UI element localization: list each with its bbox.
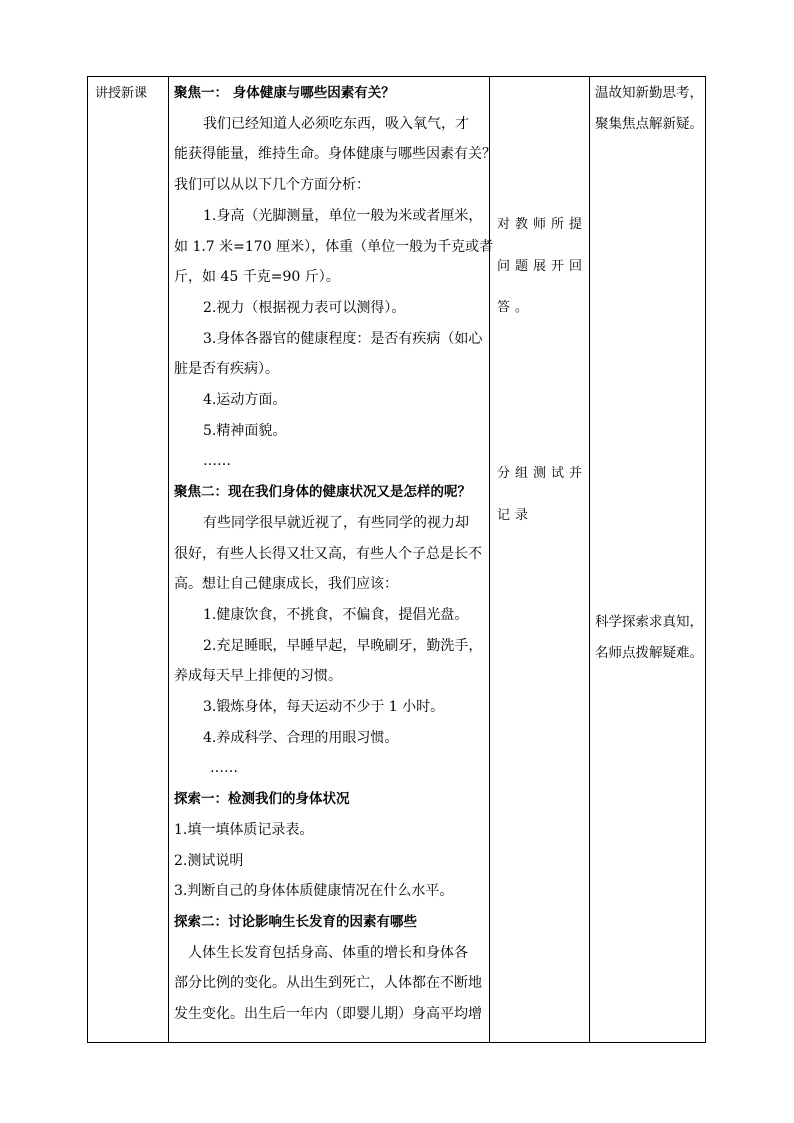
content-line: 3.判断自己的身体体质健康情况在什么水平。 <box>174 883 454 900</box>
content-line: 如 1.7 米=170 厘米），体重（单位一般为千克或者 <box>174 238 494 255</box>
lesson-plan-table <box>87 76 706 1043</box>
content-line: 很好，有些人长得又壮又高，有些人个子总是长不 <box>174 545 482 562</box>
content-line: 5.精神面貌。 <box>203 422 287 439</box>
content-line: 养成每天早上排便的习惯。 <box>174 668 342 685</box>
student-activity-column <box>489 77 589 1042</box>
student-activity-line: 分组测试并 <box>497 466 588 481</box>
content-line: 4.运动方面。 <box>203 392 287 408</box>
content-line: 我们已经知道人必须吃东西，吸入氧气，才 <box>203 115 469 132</box>
content-line: 斤，如 45 千克=90 斤）。 <box>174 269 340 286</box>
content-line: 3.身体各器官的健康程度：是否有疾病（如心 <box>203 330 483 347</box>
content-line: …… <box>203 453 231 470</box>
content-line: 2.视力（根据视力表可以测得）。 <box>203 299 406 316</box>
section-heading: 聚焦二：现在我们身体的健康状况又是怎样的呢？ <box>174 484 471 501</box>
section-heading: 聚焦一： 身体健康与哪些因素有关？ <box>174 85 395 101</box>
teaching-content-column <box>168 77 496 1042</box>
stage-column <box>88 77 168 1042</box>
content-line: 1.健康饮食，不挑食，不偏食，提倡光盘。 <box>203 606 469 623</box>
content-line: 3.锻炼身体，每天运动不少于 1 小时。 <box>203 699 445 715</box>
content-line: 有些同学很早就近视了，有些同学的视力却 <box>203 514 469 531</box>
content-line: 能获得能量，维持生命。身体健康与哪些因素有关？ <box>174 146 496 163</box>
content-line: …… <box>210 760 238 777</box>
student-activity-line: 问题展开回 <box>497 259 588 274</box>
content-line: 1.填一填体质记录表。 <box>174 821 314 838</box>
content-line: 1.身高（光脚测量，单位一般为米或者厘米， <box>203 207 483 224</box>
design-intent-column <box>589 77 707 1042</box>
content-line: 我们可以从以下几个方面分析： <box>174 177 370 194</box>
design-intent-line: 温故知新勤思考， <box>595 85 703 101</box>
content-line: 发生变化。出生后一年内（即婴儿期）身高平均增 <box>174 1006 482 1022</box>
content-line: 高。想让自己健康成长，我们应该： <box>174 576 398 593</box>
content-line: 脏是否有疾病）。 <box>174 361 279 378</box>
student-activity-line: 对教师所提 <box>497 217 588 232</box>
design-intent-line: 科学探索求真知， <box>595 614 703 630</box>
content-line: 部分比例的变化。从出生到死亡，人体都在不断地 <box>174 975 482 992</box>
design-intent-line: 名师点拨解疑难。 <box>595 645 703 661</box>
content-line: 2.测试说明 <box>174 852 244 869</box>
student-activity-line: 答。 <box>497 300 534 315</box>
content-line: 4.养成科学、合理的用眼习惯。 <box>203 729 399 746</box>
student-activity-line: 记录 <box>497 508 534 523</box>
section-heading: 探索二：讨论影响生长发育的因素有哪些 <box>174 913 417 930</box>
stage-label: 讲授新课 <box>95 86 148 101</box>
content-line: 人体生长发育包括身高、体重的增长和身体各 <box>188 944 468 961</box>
section-heading: 探索一：检测我们的身体状况 <box>174 791 350 808</box>
content-line: 2.充足睡眠，早睡早起，早晚刷牙，勤洗手， <box>203 637 483 654</box>
design-intent-line: 聚集焦点解新疑。 <box>595 116 703 132</box>
